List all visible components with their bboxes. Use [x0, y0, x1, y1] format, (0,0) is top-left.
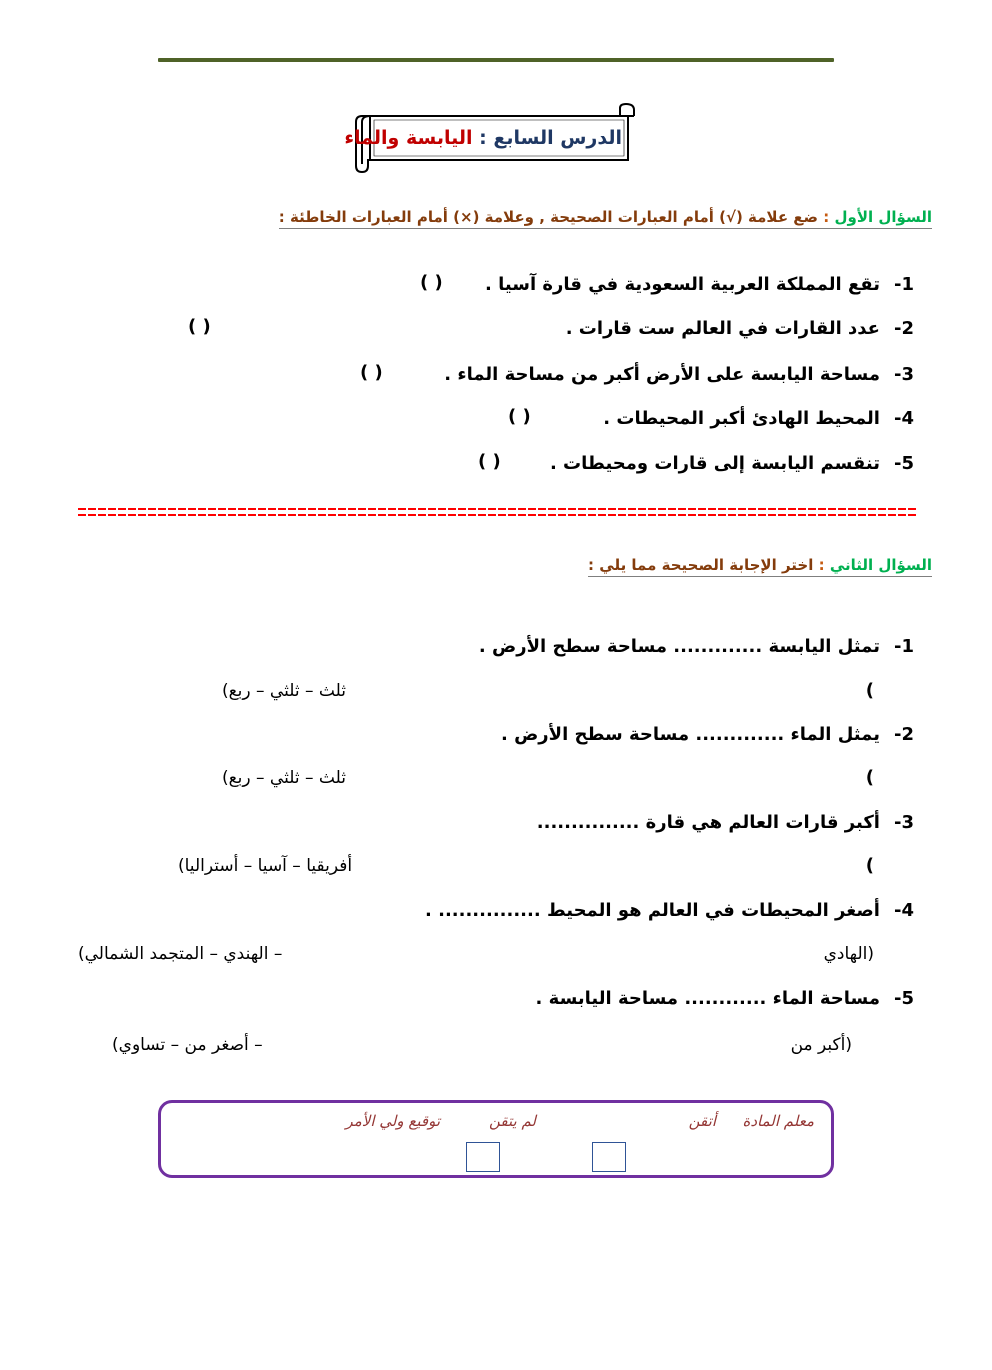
question1-colon: :: [823, 208, 830, 226]
q1-item-3-number: 3-: [893, 364, 914, 385]
q2-item-2-choices[interactable]: ثلث – ثلثي – ربع): [222, 768, 346, 788]
question2-colon: :: [818, 556, 825, 574]
q2-item-1-number: 1-: [893, 636, 914, 657]
q1-item-1-answer-parens[interactable]: ( ): [420, 272, 443, 293]
q1-item-4-number: 4-: [893, 408, 914, 429]
question1-heading: [279, 208, 932, 229]
q1-item-4-text: المحيط الهادئ أكبر المحيطات .: [603, 408, 880, 429]
question2-heading: [588, 556, 932, 577]
q2-item-1-text: تمثل اليابسة ............. مساحة سطح الأرض .: [478, 636, 880, 657]
q1-item-1-number: 1-: [893, 274, 914, 295]
question2-instruction: اختر الإجابة الصحيحة مما يلي: [599, 556, 814, 574]
q2-item-5-choices[interactable]: – أصغر من – تساوي): [112, 1035, 263, 1055]
q2-item-3-text: أكبر قارات العالم هي قارة ...............: [536, 812, 880, 833]
q1-item-4: [603, 406, 914, 432]
q1-item-2-number: 2-: [893, 318, 914, 339]
q2-item-5-text: مساحة الماء ............ مساحة اليابسة .: [535, 988, 880, 1009]
lesson-topic: اليابسة والماء: [344, 127, 473, 149]
q1-item-5-number: 5-: [893, 453, 914, 474]
q1-item-3: [444, 362, 914, 388]
question2-title: السؤال الثاني: [829, 556, 932, 574]
not-mastered-checkbox[interactable]: [466, 1142, 500, 1172]
q1-item-5-text: تنقسم اليابسة إلى قارات ومحيطات .: [549, 453, 880, 474]
question2-trailing: :: [588, 556, 595, 574]
q1-item-5-answer-parens[interactable]: ( ): [478, 451, 501, 472]
q2-item-5-number: 5-: [893, 988, 914, 1009]
q2-item-3-number: 3-: [893, 812, 914, 833]
top-rule: [158, 58, 834, 62]
q2-item-4-choices[interactable]: – الهندي – المتجمد الشمالي): [78, 944, 283, 964]
q1-item-1: [485, 272, 914, 298]
lesson-colon: :: [479, 127, 487, 149]
q1-item-3-text: مساحة اليابسة على الأرض أكبر من مساحة الماء .: [444, 364, 880, 385]
guardian-signature-label: توقيع ولي الأمر: [345, 1112, 440, 1130]
q2-item-1-open-paren: (: [865, 680, 874, 701]
mastered-checkbox[interactable]: [592, 1142, 626, 1172]
question1-trailing: :: [278, 208, 285, 226]
lesson-title-banner: [344, 102, 642, 174]
question1-title: السؤال الأول: [834, 208, 932, 226]
lesson-title: [344, 120, 622, 156]
q1-item-3-answer-parens[interactable]: ( ): [360, 362, 383, 383]
q2-item-3-open-paren: (: [865, 855, 874, 876]
lesson-label: الدرس السابع: [493, 127, 622, 149]
q1-item-5: [550, 451, 914, 477]
q2-item-4-text: أصغر المحيطات في العالم هو المحيط ............... .: [425, 900, 880, 921]
q2-item-3: [537, 810, 914, 836]
q1-item-2: [566, 316, 914, 342]
q2-item-4-number: 4-: [893, 900, 914, 921]
q2-item-5: [536, 986, 914, 1012]
section-separator: [78, 508, 918, 518]
mastered-label: أتقن: [688, 1112, 716, 1130]
q2-item-4: [425, 898, 914, 924]
q2-item-4-first-choice[interactable]: (الهادي: [823, 944, 874, 964]
q1-item-2-text: عدد القارات في العالم ست قارات .: [565, 318, 880, 339]
q2-item-2-text: يمثل الماء ............. مساحة سطح الأرض .: [500, 724, 880, 745]
q2-item-2-number: 2-: [893, 724, 914, 745]
teacher-label: معلم المادة: [742, 1112, 814, 1130]
q2-item-2-open-paren: (: [865, 767, 874, 788]
q1-item-1-text: تقع المملكة العربية السعودية في قارة آسيا .: [485, 274, 880, 295]
not-mastered-label: لم يتقن: [488, 1112, 536, 1130]
q1-item-2-answer-parens[interactable]: ( ): [188, 316, 211, 337]
q2-item-5-first-choice[interactable]: (أكبر من: [790, 1035, 852, 1055]
question1-instruction: ضع علامة (√) أمام العبارات الصحيحة , وعلامة (×) أمام العبارات الخاطئة: [290, 208, 819, 226]
q2-item-3-choices[interactable]: أفريقيا – آسيا – أستراليا): [178, 856, 353, 876]
q2-item-1: [479, 634, 914, 660]
q2-item-2: [501, 722, 914, 748]
q1-item-4-answer-parens[interactable]: ( ): [508, 406, 531, 427]
q2-item-1-choices[interactable]: ثلث – ثلثي – ربع): [222, 681, 346, 701]
